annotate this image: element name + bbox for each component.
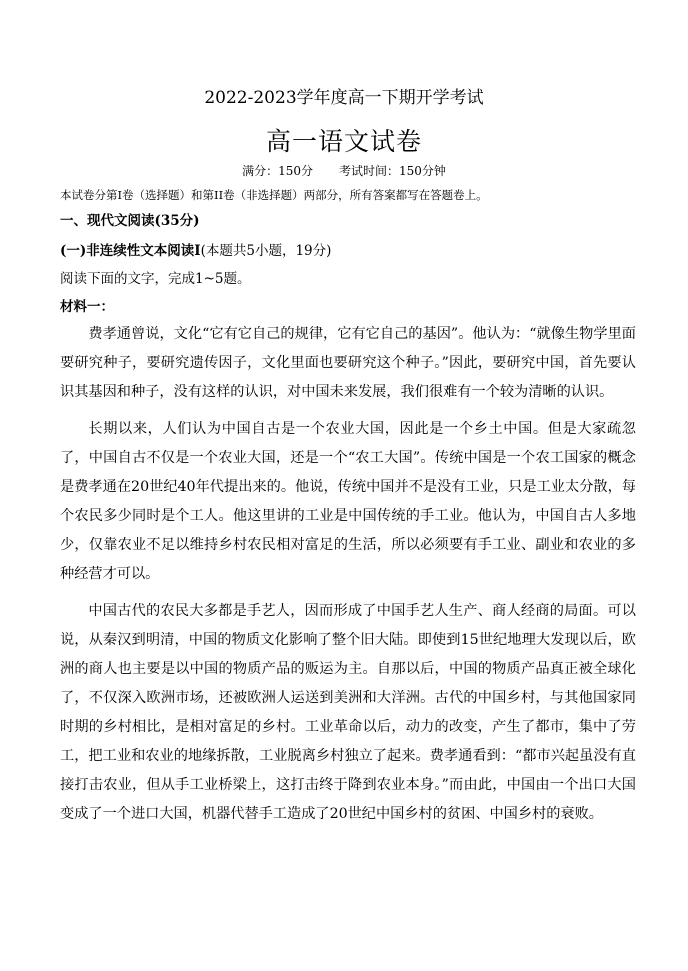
paragraph: 费孝通曾说，文化“它有它自己的规律，它有它自己的基因”。他认为：“就像生物学里面要研究种子，要研究遗传因子，文化里面也要研究这个种子。”因此，要研究中国，首先要认识其基因和种子，没有这样的认识，对中国未来发展，我们很难有一个较为清晰的认识。 [60,326,636,400]
paper-title: 高一语文试卷 [265,127,422,156]
paragraph: 长期以来，人们认为中国自古是一个农业大国，因此是一个乡土中国。但是大家疏忽了，中国自古不仅是一个农业大国，还是一个“农工大国”。传统中国是一个农工国家的概念是费孝通在20世纪40年代提出来的。他说，传统中国并不是没有工业，只是工业太分散，每个农民多少同时是个工人。他这里讲的工业是中国传统的手工业。他认为，中国自古人多地少，仅靠农业不足以维持乡村农民相对富足的生活，所以必须要有手工业、副业和农业的多种经营才可以。 [60,421,636,582]
exam-time: 考试时间：150分钟 [339,164,446,178]
reading-instruction: 阅读下面的文字，完成1~5题。 [60,271,251,287]
sub-section-name: (一)非连续性文本阅读Ⅰ [60,243,201,259]
sub-section-title [60,241,331,261]
exam-meta [0,163,688,179]
exam-instructions: 本试卷分第Ⅰ卷（选择题）和第II卷（非选择题）两部分，所有答案都写在答题卷上。 [60,188,488,202]
exam-title: 2022-2023学年度高一下期开学考试 [204,88,484,108]
full-score: 满分：150分 [242,164,313,178]
paragraph: 中国古代的农民大多都是手艺人，因而形成了中国手艺人生产、商人经商的局面。可以说，从秦汉到明清，中国的物质文化影响了整个旧大陆。即使到15世纪地理大发现以后，欧洲的商人也主要是以中国的物质产品的贩运为主。自那以后，中国的物质产品真正被全球化了，不仅深入欧洲市场，还被欧洲人运送到美洲和大洋洲。古代的中国乡村，与其他国家同时期的乡村相比，是相对富足的乡村。工业革命以后，动力的改变，产生了都市，集中了劳工，把工业和农业的地缘拆散，工业脱离乡村独立了起来。费孝通看到：“都市兴起虽没有直接打击农业，但从手工业桥梁上，这打击终于降到农业本身。”而由此，中国由一个出口大国变成了一个进口大国，机器代替手工造成了20世纪中国乡村的贫困、中国乡村的衰败。 [60,603,636,822]
section-title: 一、现代文阅读(35分) [60,213,200,229]
sub-section-note: (本题共5小题，19分) [200,243,332,259]
passage-body [60,320,636,837]
material-label: 材料一： [60,299,114,315]
